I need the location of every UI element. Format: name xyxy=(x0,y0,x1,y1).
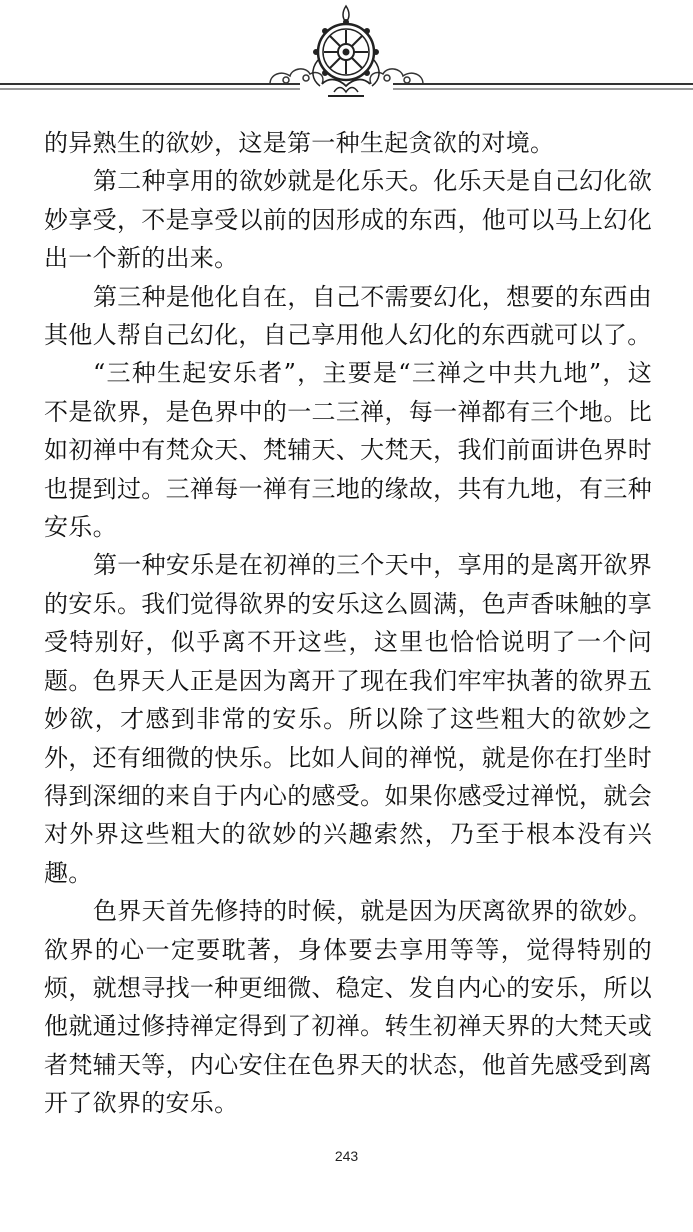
paragraph: 第一种安乐是在初禅的三个天中，享用的是离开欲界的安乐。我们觉得欲界的安乐这么圆满，色声香味触的享受特别好，似乎离不开这些，这里也恰恰说明了一个问题。色界天人正是因为离开了现在我们牢牢执著的欲界五妙欲，才感到非常的安乐。所以除了这些粗大的欲妙之外，还有细微的快乐。比如人间的禅悦，就是你在打坐时得到深细的来自于内心的感受。如果你感受过禅悦，就会对外界这些粗大的欲妙的兴趣索然，乃至于根本没有兴趣。 xyxy=(44,551,652,887)
page-header xyxy=(0,0,693,110)
paragraph: 色界天首先修持的时候，就是因为厌离欲界的欲妙。欲界的心一定要耽著，身体要去享用等等，觉得特别的烦，就想寻找一种更细微、稳定、发自内心的安乐，所以他就通过修持禅定得到了初禅。转生初禅天界的大梵天或者梵辅天等，内心安住在色界天的状态，他首先感受到离开了欲界的安乐。 xyxy=(44,897,652,1118)
paragraph: 第三种是他化自在，自己不需要幻化，想要的东西由其他人帮自己幻化，自己享用他人幻化的东西就可以了。 xyxy=(44,282,652,350)
paragraph: 第二种享用的欲妙就是化乐天。化乐天是自己幻化欲妙享受，不是享受以前的因形成的东西，他可以马上幻化出一个新的出来。 xyxy=(44,167,652,273)
paragraph: “三种生起安乐者”，主要是“三禅之中共九地”，这不是欲界，是色界中的一二三禅，每一禅都有三个地。比如初禅中有梵众天、梵辅天、大梵天，我们前面讲色界时也提到过。三禅每一禅有三地的缘故，共有九地，有三种安乐。 xyxy=(44,359,652,542)
paragraph: 的异熟生的欲妙，这是第一种生起贪欲的对境。 xyxy=(44,129,555,157)
page-number: 243 xyxy=(334,1148,359,1164)
header-ornament xyxy=(0,0,693,110)
page-body xyxy=(44,124,652,1123)
dharma-wheel-icon xyxy=(313,6,379,96)
